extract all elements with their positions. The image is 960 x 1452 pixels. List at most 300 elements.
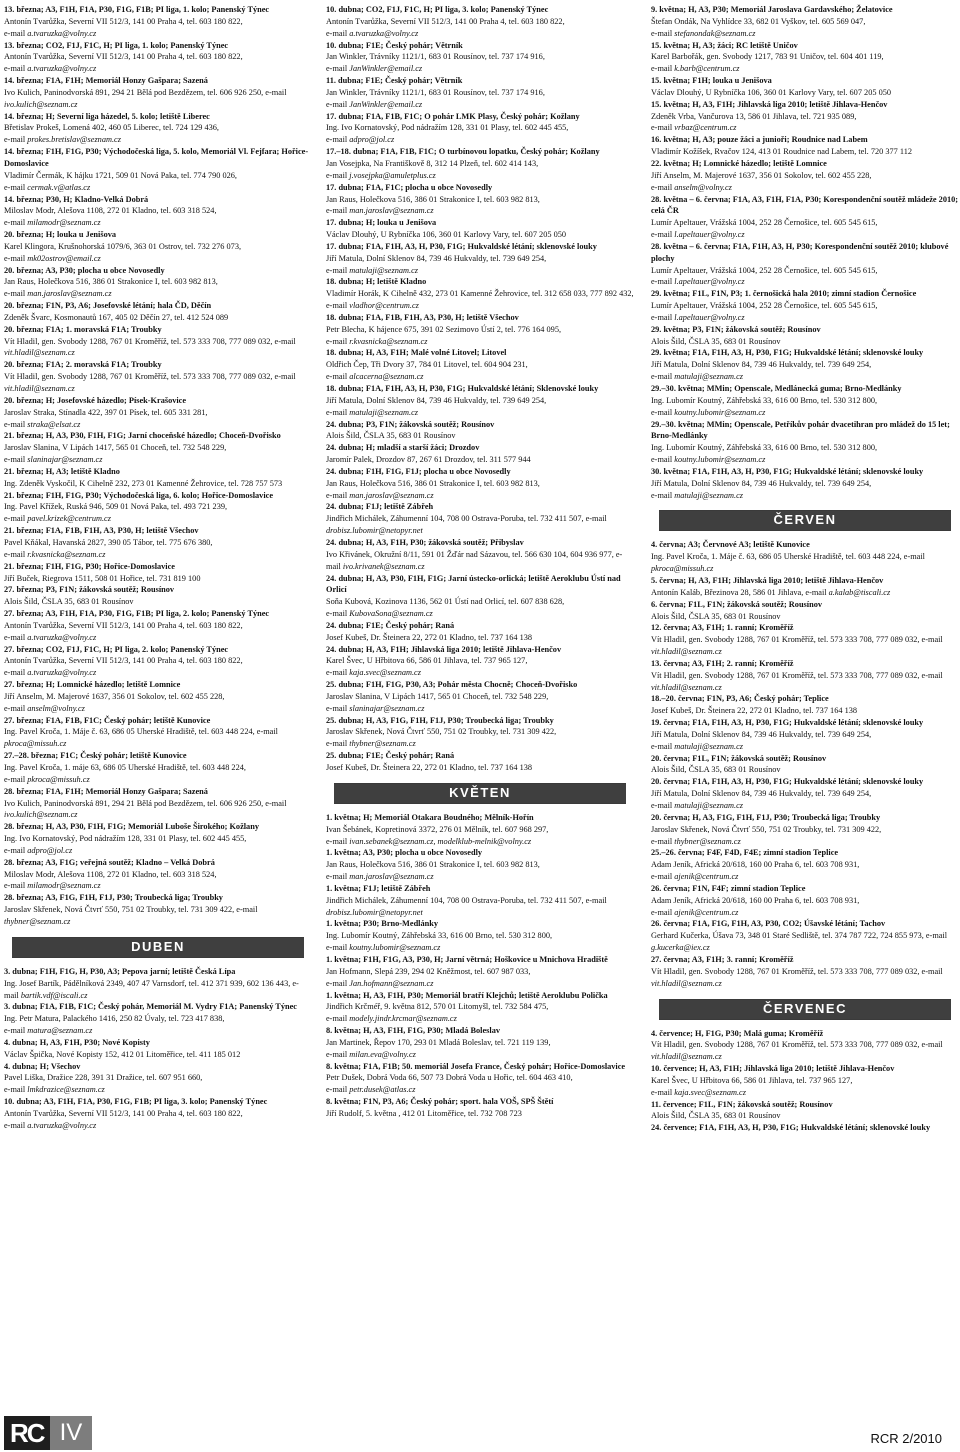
- email-prefix: e-mail: [4, 881, 28, 891]
- email-prefix: e-mail: [651, 741, 675, 751]
- email-line: [651, 800, 959, 812]
- event-heading: 20. června; F1A, F1H, A3, H, P30, F1G; Hukvaldské létání; sklenovské louky: [651, 777, 924, 787]
- event-entry: [326, 276, 634, 312]
- email-prefix: e-mail: [651, 907, 675, 917]
- event-heading: 28. března; H, A3, P30, F1H, F1G; Memoriál Luboše Širokého; Kožlany: [4, 822, 259, 832]
- event-entry: [326, 182, 634, 218]
- organizer-details: [651, 478, 959, 490]
- organizer-details: [326, 824, 634, 836]
- logo-rc-text: RC: [4, 1416, 50, 1450]
- organizer-details: [326, 726, 634, 738]
- event-entry: [4, 300, 312, 324]
- event-heading: 14. března; H; Severní liga házedel, 5. kolo; letiště Liberec: [4, 111, 210, 121]
- email-link[interactable]: anselm@volny.cz: [674, 182, 732, 192]
- organizer-text: Jiří Rudolf, 5. května , 412 01 Litoměřice, tel. 732 708 723: [326, 1108, 522, 1118]
- email-link[interactable]: ivo.kulich@seznam.cz: [4, 810, 78, 820]
- email-link[interactable]: man.jaroslav@seznam.cz: [349, 206, 434, 216]
- email-prefix: e-mail: [326, 170, 350, 180]
- email-link[interactable]: vit.hladil@seznam.cz: [4, 384, 75, 393]
- email-line: [651, 741, 959, 753]
- organizer-details: [651, 146, 959, 158]
- email-link[interactable]: Jan.hofmann@seznam.cz: [349, 978, 434, 988]
- organizer-details: [4, 241, 312, 253]
- organizer-text: Josef Kubeš, Dr. Šteinera 22, 272 01 Kladno, tel. 737 164 138: [326, 763, 533, 772]
- email-link[interactable]: drobisz.lubomir@netopyr.net: [326, 907, 423, 917]
- event-heading: 28. března; F1A, F1H; Memoriál Honzy Gašpara; Sazená: [4, 786, 208, 796]
- event-entry: [326, 620, 634, 644]
- email-link[interactable]: vit.hladil@seznam.cz: [4, 348, 75, 358]
- organizer-details: [4, 1072, 312, 1084]
- event-heading: 20. června; H, A3, F1G, F1H, F1J, P30; Troubecká liga; Troubky: [651, 812, 881, 822]
- organizer-text: Jiří Anselm, M. Majerové 1637, 356 01 Sokolov, tel. 602 455 228,: [651, 170, 872, 180]
- email-link[interactable]: ajenik@centrum.cz: [674, 907, 739, 917]
- email-link[interactable]: a.kalab@tiscali.cz: [828, 587, 891, 597]
- email-link[interactable]: matulaji@seznam.cz: [349, 407, 418, 417]
- email-link[interactable]: matura@seznam.cz: [27, 1026, 93, 1036]
- event-entry: [4, 1037, 312, 1061]
- event-heading: 4. dubna; H; Všechov: [4, 1061, 81, 1071]
- event-heading: 6. června; F1L, F1N; žákovská soutěž; Rousínov: [651, 599, 823, 609]
- organizer-details: [4, 762, 312, 774]
- event-heading: 8. května; F1A, F1B; 50. memoriál Josefa France, Český pohár; Hořice-Domoslavice: [326, 1061, 626, 1071]
- email-link[interactable]: k.barb@centrum.cz: [674, 64, 740, 74]
- email-link[interactable]: man.jaroslav@seznam.cz: [349, 490, 434, 500]
- event-heading: 13. června; A3, F1H; 2. ranní; Kroměříž: [651, 658, 794, 668]
- event-heading: 20. června; F1L, F1N; žákovská soutěž; Rousínov: [651, 753, 827, 763]
- event-heading: 17.–18. dubna; F1A, F1B, F1C; O turbínovou lopatku, Český pohár; Kožlany: [326, 147, 600, 157]
- event-heading: 10. dubna; CO2, F1J, F1C, H; PI liga, 3. kolo; Panenský Týnec: [326, 5, 549, 14]
- email-link[interactable]: a.tvaruzka@volny.cz: [349, 28, 419, 38]
- event-entry: [4, 786, 312, 822]
- event-heading: 30. května; F1A, F1H, A3, H, P30, F1G; Hukvaldské létání; sklenovské louky: [651, 466, 924, 476]
- email-link[interactable]: pavel.krizek@centrum.cz: [27, 514, 111, 524]
- organizer-text: Alois Šild, ČSLA 35, 683 01 Rousínov: [651, 336, 781, 346]
- email-prefix: e-mail: [4, 64, 28, 74]
- event-entry: [651, 539, 959, 575]
- email-line: [4, 63, 312, 75]
- email-line: [326, 1084, 634, 1096]
- email-link[interactable]: ajenik@centrum.cz: [674, 872, 739, 882]
- email-prefix: e-mail: [651, 312, 675, 322]
- organizer-details: [4, 407, 312, 419]
- email-link[interactable]: matulaji@seznam.cz: [349, 265, 418, 275]
- organizer-details: [651, 1039, 959, 1063]
- email-prefix: e-mail: [326, 372, 350, 382]
- email-link[interactable]: matulaji@seznam.cz: [674, 741, 743, 751]
- organizer-details: [326, 194, 634, 206]
- email-line: [326, 371, 634, 383]
- email-prefix: e-mail: [4, 218, 28, 228]
- email-link[interactable]: man.jaroslav@seznam.cz: [27, 289, 112, 299]
- email-prefix: e-mail: [4, 668, 28, 678]
- event-entry: [651, 847, 959, 883]
- event-entry: [326, 990, 634, 1026]
- email-link[interactable]: a.tvaruzka@volny.cz: [27, 28, 97, 38]
- organizer-text: Jindřich Michálek, Záhumenní 104, 708 00 Ostrava-Poruba, tel. 732 411 507, e-mail: [326, 895, 607, 905]
- event-heading: 29.–30. května; MMin; Openscale, Petříkův pohár dvacetihran pro mládež do 15 let; Brno-Medlánky: [651, 419, 950, 441]
- organizer-details: [326, 930, 634, 942]
- event-heading: 27. března; P3, F1N; žákovská soutěž; Rousínov: [4, 585, 175, 595]
- email-link[interactable]: ivo.kulich@seznam.cz: [4, 99, 78, 109]
- email-line: [651, 454, 959, 466]
- email-link[interactable]: kaja.svec@seznam.cz: [349, 668, 421, 678]
- email-link[interactable]: koutny.lubomir@seznam.cz: [674, 407, 766, 417]
- email-line: [326, 608, 634, 620]
- email-link[interactable]: vit.hladil@seznam.cz: [651, 647, 722, 657]
- organizer-details: [4, 978, 312, 1002]
- email-link[interactable]: KubovaSona@seznam.cz: [349, 609, 433, 619]
- organizer-text: Jaroslav Skřenek, Nová Čtvrť 550, 751 02 Troubky, tel. 731 309 422, e-mail: [4, 905, 258, 915]
- event-heading: 1. května; A3, P30; plocha u obce Novosedly: [326, 848, 483, 858]
- event-heading: 18. dubna; H; letiště Kladno: [326, 277, 427, 287]
- organizer-text: Miloslav Modr, Alešova 1108, 272 01 Kladno, tel. 603 318 524,: [4, 206, 217, 216]
- organizer-text: Jaroslav Slanina, V Lipách 1417, 565 01 Choceň, tel. 732 548 229,: [4, 443, 227, 453]
- organizer-text: Lumír Apeltauer, Vrážská 1004, 252 28 Černošice, tel. 605 545 615,: [651, 218, 878, 228]
- email-link[interactable]: matulaji@seznam.cz: [674, 801, 743, 810]
- email-link[interactable]: man.jaroslav@seznam.cz: [349, 872, 434, 882]
- email-link[interactable]: mk02ostrov@email.cz: [27, 253, 101, 263]
- email-line: [326, 1049, 634, 1061]
- email-link[interactable]: petr.dusek@atlas.cz: [349, 1085, 416, 1095]
- email-link[interactable]: a.tvaruzka@volny.cz: [27, 632, 97, 642]
- organizer-text: Alois Šild, ČSLA 35, 683 01 Rousínov: [651, 1111, 781, 1121]
- event-entry: [651, 419, 959, 466]
- organizer-details: [326, 1037, 634, 1049]
- organizer-text: Vít Hladil, gen. Svobody 1288, 767 01 Kroměříž, tel. 573 333 708, 777 089 032, e-mail: [651, 966, 943, 976]
- event-entry: [4, 966, 312, 1002]
- organizer-details: [651, 336, 959, 348]
- email-link[interactable]: pkroca@missuh.cz: [4, 739, 67, 749]
- email-line: [326, 703, 634, 715]
- organizer-text: Ivan Šebánek, Kopretinová 3372, 276 01 Mělník, tel. 607 968 297,: [326, 824, 549, 834]
- event-heading: 18. dubna; F1A, F1B, F1H, A3, P30, H; letiště Všechov: [326, 312, 519, 322]
- event-heading: 25. dubna; F1H, F1G, P30, A3; Pohár města Chocně; Choceň-Dvořisko: [326, 680, 578, 690]
- event-heading: 27. března; H; Lomnické házedlo; letiště Lomnice: [4, 680, 181, 690]
- event-entry: [326, 347, 634, 383]
- email-link[interactable]: straka@elsat.cz: [27, 419, 81, 429]
- event-heading: 21. března; H, A3; letiště Kladno: [4, 466, 120, 476]
- event-entry: [4, 466, 312, 490]
- event-heading: 4. července; H, F1G, P30; Malá guma; Kroměříž: [651, 1028, 824, 1038]
- email-link[interactable]: thybner@seznam.cz: [674, 836, 741, 846]
- email-link[interactable]: JanWinkler@email.cz: [349, 64, 423, 74]
- organizer-text: Karel Klingora, Krušnohorská 1079/6, 363 01 Ostrov, tel. 732 276 073,: [4, 241, 242, 251]
- email-link[interactable]: koutny.lubomir@seznam.cz: [349, 943, 441, 953]
- event-heading: 27. března; A3, F1H, F1A, P30, F1G, F1B; PI liga, 2. kolo; Panenský Týnec: [4, 609, 270, 619]
- event-heading: 15. května; F1H; louka u Jenišova: [651, 76, 772, 86]
- email-link[interactable]: pkroca@missuh.cz: [27, 774, 90, 784]
- email-line: [326, 836, 634, 848]
- issue-label: RCR 2/2010: [870, 1431, 942, 1446]
- event-entry: [651, 383, 959, 419]
- email-prefix: e-mail: [4, 419, 28, 429]
- email-link[interactable]: alcacerna@seznam.cz: [349, 372, 424, 382]
- organizer-text: Jiří Matula, Dolní Sklenov 84, 739 46 Hukvaldy, tel. 739 649 254,: [651, 789, 872, 799]
- organizer-details: [651, 966, 959, 990]
- email-link[interactable]: milamodr@seznam.cz: [27, 881, 101, 891]
- organizer-details: [326, 895, 634, 919]
- event-entry: [4, 644, 312, 680]
- email-link[interactable]: koutny.lubomir@seznam.cz: [674, 455, 766, 465]
- email-link[interactable]: stefanondak@seznam.cz: [674, 28, 756, 38]
- email-link[interactable]: thybner@seznam.cz: [4, 916, 71, 926]
- email-prefix: e-mail: [4, 28, 28, 38]
- email-prefix: e-mail: [651, 490, 675, 500]
- organizer-details: [326, 762, 634, 774]
- event-entry: [326, 679, 634, 715]
- email-line: [326, 871, 634, 883]
- event-heading: 10. dubna; A3, F1H, F1A, P30, F1G, F1B; PI liga, 3. kolo; Panenský Týnec: [4, 1097, 268, 1107]
- organizer-text: Pavel Liška, Dražice 228, 391 31 Dražice, tel. 607 951 660,: [4, 1073, 203, 1083]
- organizer-text: Jiří Matula, Dolní Sklenov 84, 739 46 Hukvaldy, tel. 739 649 254,: [326, 253, 547, 263]
- email-link[interactable]: kaja.svec@seznam.cz: [674, 1087, 746, 1097]
- email-link[interactable]: vit.hladil@seznam.cz: [651, 1052, 722, 1062]
- event-entry: [326, 1061, 634, 1097]
- organizer-text: Ing. Lubomír Koutný, Záhřebská 33, 616 00 Brno, tel. 530 312 800,: [651, 395, 878, 405]
- event-entry: [326, 383, 634, 419]
- email-link[interactable]: milan.eva@volny.cz: [349, 1049, 416, 1059]
- organizer-details: [4, 1013, 312, 1025]
- organizer-text: Jaroslav Skřenek, Nová Čtvrť 550, 751 02 Troubky, tel. 731 309 422,: [326, 727, 557, 737]
- event-heading: 19. června; F1A, F1H, A3, H, P30, F1G; Hukvaldské létání; sklenovské louky: [651, 718, 924, 728]
- event-entry: [326, 954, 634, 990]
- email-line: [651, 836, 959, 848]
- email-link[interactable]: vit.hladil@seznam.cz: [651, 978, 722, 988]
- event-heading: 16. května; H, A3; pouze žáci a junioři; Roudnice nad Labem: [651, 135, 868, 145]
- organizer-text: Jan Raus, Holečkova 516, 386 01 Strakonice I, tel. 603 982 813,: [326, 478, 540, 488]
- email-link[interactable]: vit.hladil@seznam.cz: [651, 682, 722, 692]
- event-heading: 24. dubna; H, A3, F1H; Jihlavská liga 2010; letiště Jihlava-Henčov: [326, 644, 562, 654]
- email-prefix: e-mail: [651, 836, 675, 846]
- organizer-text: Jiří Anselm, M. Majerové 1637, 356 01 Sokolov, tel. 602 455 228,: [4, 691, 225, 701]
- email-link[interactable]: g.kucerka@iex.cz: [651, 943, 710, 953]
- email-prefix: e-mail: [4, 514, 28, 524]
- event-heading: 28. března; A3, F1G; veřejná soutěž; Kladno – Velká Dobrá: [4, 857, 215, 867]
- email-line: [4, 513, 312, 525]
- organizer-details: [651, 1075, 959, 1087]
- event-heading: 11. dubna; F1E; Český pohár; Větrník: [326, 76, 463, 86]
- organizer-details: [651, 670, 959, 694]
- event-entry: [4, 892, 312, 928]
- email-prefix: e-mail: [4, 1120, 28, 1130]
- email-link[interactable]: ivo.krivanek@seznam.cz: [342, 561, 425, 571]
- email-line: [4, 1084, 312, 1096]
- event-entry: [651, 288, 959, 324]
- organizer-details: [651, 395, 959, 407]
- email-link[interactable]: pkroca@missuh.cz: [651, 564, 714, 574]
- event-entry: [326, 111, 634, 147]
- event-entry: [651, 753, 959, 777]
- event-entry: [4, 1096, 312, 1132]
- event-entry: [326, 4, 634, 40]
- email-prefix: e-mail: [651, 801, 675, 810]
- organizer-details: [4, 442, 312, 454]
- organizer-text: Oldřich Čep, Tři Dvory 37, 784 01 Litovel, tel. 604 904 231,: [326, 360, 528, 370]
- email-line: [326, 1013, 634, 1025]
- organizer-details: [4, 620, 312, 632]
- email-line: [326, 336, 634, 348]
- email-link[interactable]: slaninajar@seznam.cz: [349, 703, 425, 713]
- email-prefix: e-mail: [326, 739, 350, 749]
- event-entry: [4, 525, 312, 561]
- email-link[interactable]: j.vosejpka@amuletplus.cz: [349, 170, 436, 180]
- organizer-details: [326, 395, 634, 407]
- email-link[interactable]: prokes.bretislav@seznam.cz: [27, 135, 121, 145]
- email-link[interactable]: slaninajar@seznam.cz: [27, 455, 103, 465]
- organizer-text: Karel Barbořák, gen. Svobody 1217, 783 91 Uničov, tel. 604 401 119,: [651, 52, 884, 62]
- organizer-text: Štefan Ondák, Na Vyhlídce 33, 682 01 Vyškov, tel. 605 569 047,: [651, 16, 866, 26]
- email-prefix: e-mail: [326, 1085, 350, 1095]
- email-prefix: e-mail: [651, 277, 675, 287]
- event-entry: [4, 359, 312, 395]
- email-link[interactable]: anselm@volny.cz: [27, 703, 85, 713]
- organizer-text: Zdeněk Švarc, Kosmonautů 167, 405 02 Děčín 27, tel. 412 524 089: [4, 312, 229, 322]
- event-heading: 1. května; H; Memoriál Otakara Boudného; Mělník-Hořín: [326, 812, 534, 822]
- organizer-details: [4, 869, 312, 881]
- email-link[interactable]: l.apeltauer@volny.cz: [674, 277, 745, 287]
- email-link[interactable]: JanWinkler@email.cz: [349, 99, 423, 109]
- email-line: [4, 845, 312, 857]
- email-line: [651, 63, 959, 75]
- event-entry: [326, 847, 634, 883]
- event-heading: 8. května; H, A3, F1H, F1G, P30; Mladá Boleslav: [326, 1026, 500, 1036]
- organizer-details: [326, 655, 634, 667]
- email-prefix: e-mail: [4, 703, 28, 713]
- organizer-text: Jiří Matula, Dolní Sklenov 84, 739 46 Hukvaldy, tel. 739 649 254,: [651, 360, 872, 370]
- email-line: [326, 942, 634, 954]
- organizer-text: Alois Šild, ČSLA 35, 683 01 Rousínov: [651, 611, 781, 621]
- organizer-details: [326, 1108, 634, 1120]
- email-link[interactable]: a.tvaruzka@volny.cz: [27, 668, 97, 678]
- organizer-details: [651, 1110, 959, 1122]
- event-entry: [4, 265, 312, 301]
- column-right: [651, 4, 959, 1134]
- organizer-details: [4, 1049, 312, 1061]
- email-link[interactable]: lmkdrazice@seznam.cz: [27, 1085, 105, 1095]
- organizer-details: [4, 501, 312, 513]
- email-link[interactable]: a.tvaruzka@volny.cz: [27, 1120, 97, 1130]
- organizer-text: Jan Winkler, Trávníky 1121/1, 683 01 Rousínov, tel. 737 174 916,: [326, 87, 545, 97]
- email-link[interactable]: r.kvasnicka@seznam.cz: [349, 336, 428, 346]
- organizer-text: Jan Martinek, Řepov 170, 293 01 Mladá Boleslav, tel. 721 119 139,: [326, 1037, 551, 1047]
- email-line: [326, 63, 634, 75]
- organizer-text: Ing. Ivo Kornatovský, Pod nádražím 128, 331 01 Plasy, tel. 602 445 455,: [4, 834, 247, 844]
- organizer-details: [4, 833, 312, 845]
- email-link[interactable]: l.apeltauer@volny.cz: [674, 230, 745, 240]
- email-link[interactable]: matulaji@seznam.cz: [674, 372, 743, 382]
- event-heading: 20. března; H; louka u Jenišova: [4, 230, 117, 240]
- organizer-details: [326, 1072, 634, 1084]
- event-entry: [4, 679, 312, 715]
- organizer-text: Václav Špička, Nové Kopisty 152, 412 01 Litoměřice, tel. 411 185 012: [4, 1049, 241, 1059]
- event-entry: [651, 134, 959, 158]
- email-link[interactable]: adpro@jol.cz: [349, 135, 395, 145]
- event-heading: 25. dubna; H, A3, F1G, F1H, F1J, P30; Troubecká liga; Troubky: [326, 715, 554, 725]
- event-heading: 10. dubna; F1E; Český pohár; Větrník: [326, 40, 463, 50]
- email-line: [326, 738, 634, 750]
- event-entry: [651, 717, 959, 753]
- email-link[interactable]: thybner@seznam.cz: [349, 739, 416, 749]
- event-entry: [651, 693, 959, 717]
- organizer-text: Ing. Lubomír Koutný, Záhřebská 33, 616 00 Brno, tel. 530 312 800,: [651, 443, 878, 453]
- email-line: [4, 1025, 312, 1037]
- email-link[interactable]: bartik.vdf@iscali.cz: [20, 990, 88, 1000]
- organizer-details: [4, 336, 312, 360]
- event-entry: [651, 776, 959, 812]
- organizer-details: [651, 587, 959, 599]
- organizer-details: [651, 634, 959, 658]
- email-line: [326, 28, 634, 40]
- event-entry: [651, 40, 959, 76]
- event-entry: [651, 75, 959, 99]
- event-heading: 17. dubna; F1A, F1B, F1C; O pohár LMK Plasy, Český pohár; Kožlany: [326, 111, 580, 121]
- email-line: [4, 454, 312, 466]
- email-line: [4, 217, 312, 229]
- email-line: [326, 490, 634, 502]
- event-heading: 8. května; F1N, P3, A6; Český pohár; sport. hala VOŠ, SPŠ Štětí: [326, 1097, 554, 1107]
- organizer-details: [326, 253, 634, 265]
- organizer-details: [651, 788, 959, 800]
- organizer-text: Vít Hladil, gen. Svobody 1288, 767 01 Kroměříž, tel. 573 333 708, 777 089 032, e-mail: [651, 635, 943, 645]
- email-line: [651, 871, 959, 883]
- month-heading: DUBEN: [12, 937, 304, 958]
- organizer-details: [4, 122, 312, 134]
- email-link[interactable]: a.tvaruzka@volny.cz: [27, 64, 97, 74]
- email-line: [326, 265, 634, 277]
- organizer-text: Ing. Petr Matura, Palackého 1416, 250 82 Úvaly, tel. 723 417 838,: [4, 1014, 225, 1024]
- email-link[interactable]: milamodr@seznam.cz: [27, 218, 101, 228]
- organizer-text: Vladimír Horák, K Cihelně 432, 273 01 Kamenné Žehrovice, tel. 312 658 033, 777 892 432, e-mail: [326, 289, 634, 311]
- event-entry: [326, 442, 634, 466]
- email-link[interactable]: drobisz.lubomir@netopyr.net: [326, 526, 423, 536]
- organizer-text: Břetislav Prokeš, Lomená 402, 460 05 Liberec, tel. 724 129 436,: [4, 123, 219, 133]
- organizer-text: Josef Kubeš, Dr. Šteinera 22, 272 01 Kladno, tel. 737 164 138: [651, 706, 858, 716]
- event-entry: [326, 715, 634, 751]
- email-link[interactable]: matulaji@seznam.cz: [674, 490, 743, 500]
- email-link[interactable]: r.kvasnicka@seznam.cz: [27, 549, 106, 559]
- email-prefix: e-mail: [651, 455, 675, 465]
- organizer-text: Alois Šild, ČSLA 35, 683 01 Rousínov: [326, 431, 456, 441]
- organizer-text: Jindřich Krčméř, 9. května 812, 570 01 Litomyšl, tel. 732 584 475,: [326, 1002, 549, 1012]
- event-entry: [651, 1099, 959, 1123]
- email-link[interactable]: ivan.sebanek@seznam.cz, modelklub-melnik@volny.cz: [349, 836, 532, 846]
- event-heading: 4. dubna; H, A3, F1H, P30; Nové Kopisty: [4, 1037, 150, 1047]
- event-entry: [4, 608, 312, 644]
- email-link[interactable]: adpro@jol.cz: [27, 845, 73, 855]
- organizer-details: [4, 1108, 312, 1120]
- email-link[interactable]: vrbaz@centrum.cz: [674, 123, 737, 133]
- event-heading: 24. dubna; F1J; letiště Zábřeh: [326, 502, 434, 512]
- email-line: [651, 122, 959, 134]
- event-heading: 14. března; F1A, F1H; Memoriál Honzy Gašpara; Sazená: [4, 76, 208, 86]
- email-prefix: e-mail: [326, 336, 350, 346]
- email-line: [651, 312, 959, 324]
- event-entry: [4, 4, 312, 40]
- event-heading: 22. května; H; Lomnické házedlo; letiště Lomnice: [651, 158, 827, 168]
- organizer-details: [4, 478, 312, 490]
- organizer-text: Miloslav Modr, Alešova 1108, 272 01 Kladno, tel. 603 318 524,: [4, 869, 217, 879]
- email-link[interactable]: vladhor@centrum.cz: [349, 301, 419, 311]
- event-entry: [4, 146, 312, 193]
- email-link[interactable]: l.apeltauer@volny.cz: [674, 312, 745, 322]
- organizer-details: [651, 859, 959, 871]
- organizer-details: [326, 430, 634, 442]
- organizer-text: Pavel Kňákal, Havanská 2827, 390 05 Tábor, tel. 775 676 380,: [4, 537, 213, 547]
- email-line: [4, 288, 312, 300]
- email-link[interactable]: cermak.v@atlas.cz: [27, 182, 91, 192]
- email-line: [326, 978, 634, 990]
- email-link[interactable]: modely.jindr.krcmar@seznam.cz: [349, 1014, 457, 1024]
